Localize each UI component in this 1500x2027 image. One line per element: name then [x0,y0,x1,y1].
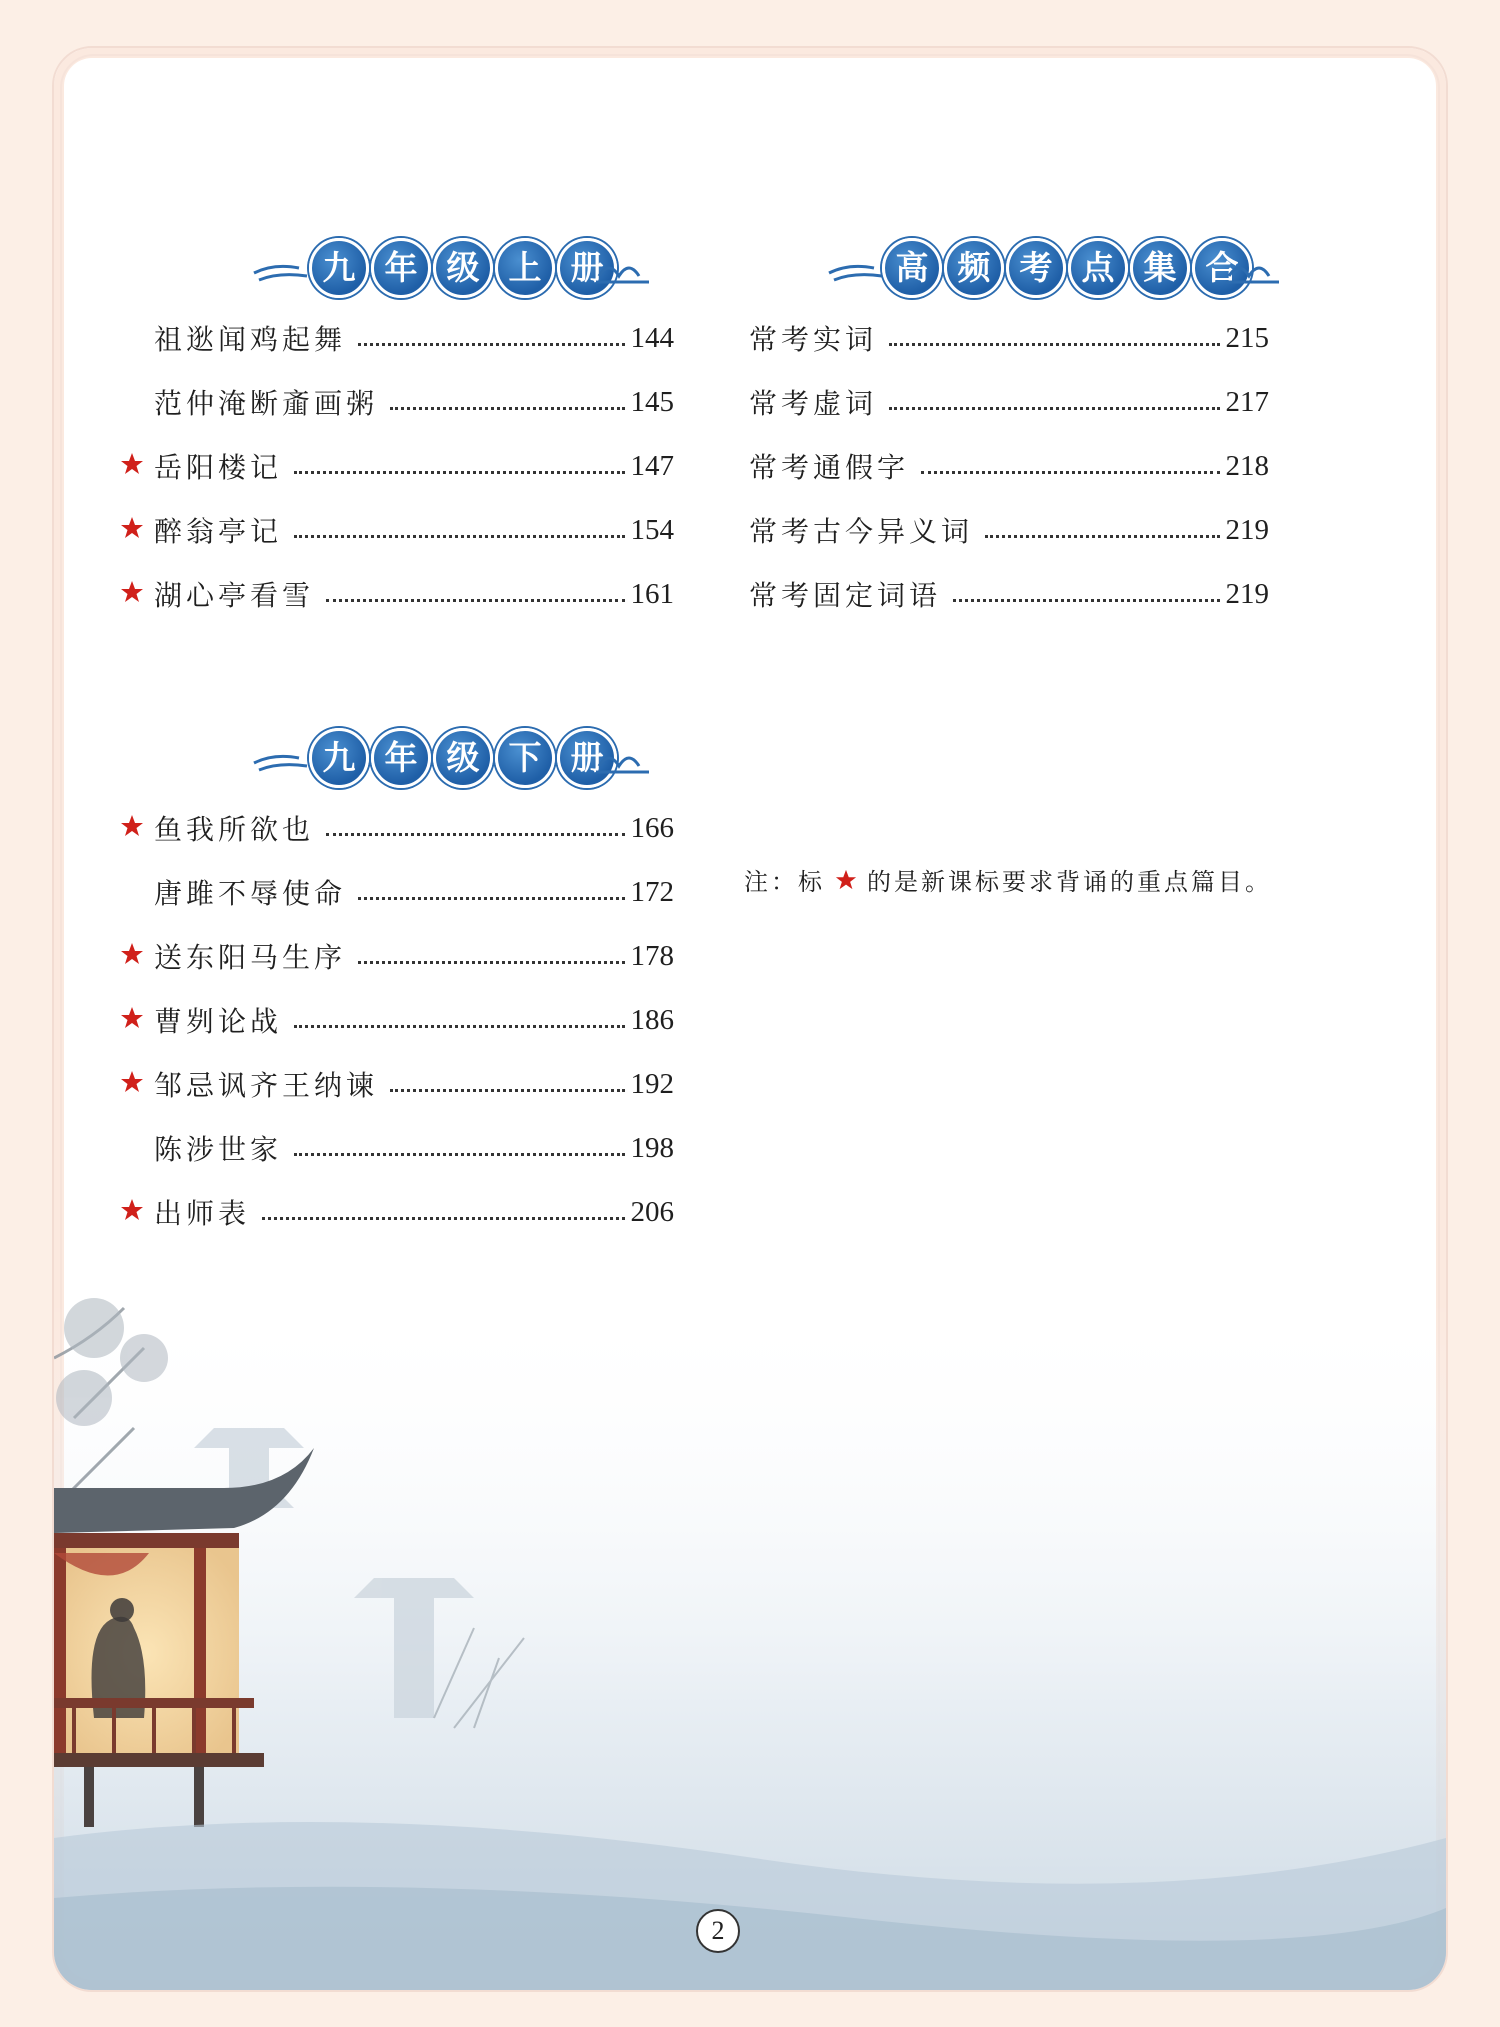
star-icon [835,869,857,891]
toc-entry-title: 常考古今异义词 [749,515,974,548]
star-icon [120,814,144,838]
heading-char: 点 [1068,238,1128,298]
toc-entry-title: 范仲淹断齑画粥 [154,387,379,420]
star-icon [120,1006,144,1030]
heading-char: 集 [1130,238,1190,298]
toc-entry-title: 出师表 [154,1197,251,1230]
toc-list-high-frequency [749,306,1269,626]
toc-entry[interactable] [154,796,674,860]
toc-entry[interactable] [154,924,674,988]
note-suffix: 的是新课标要求背诵的重点篇目。 [867,868,1272,896]
heading-char: 下 [495,728,555,788]
dot-leader [390,1089,624,1092]
heading-char: 册 [557,238,617,298]
toc-entry-page: 192 [630,1067,674,1100]
toc-entry-page: 161 [630,577,674,610]
toc-entry[interactable] [154,1116,674,1180]
heading-badges [309,728,617,788]
toc-entry[interactable] [154,988,674,1052]
wave-ornament-left [824,238,884,298]
toc-entry-title: 送东阳马生序 [154,941,347,974]
heading-char: 上 [495,238,555,298]
wave-ornament-right [594,238,654,298]
dot-leader [294,535,624,538]
toc-entry-page: 186 [630,1003,674,1036]
toc-entry-page: 219 [1225,513,1269,546]
star-icon [120,942,144,966]
star-icon [120,580,144,604]
star-icon [120,1198,144,1222]
toc-entry-title: 唐雎不辱使命 [154,877,347,910]
toc-entry-page: 218 [1225,449,1269,482]
toc-entry-title: 常考通假字 [749,451,910,484]
heading-char: 年 [371,728,431,788]
heading-char: 频 [944,238,1004,298]
heading-char: 考 [1006,238,1066,298]
star-icon [120,1070,144,1094]
dot-leader [294,1025,624,1028]
dot-leader [358,961,624,964]
heading-grade9-lower [249,728,649,788]
pavilion-illustration [54,1298,1446,1990]
dot-leader [953,599,1219,602]
toc-entry-title: 湖心亭看雪 [154,579,315,612]
heading-char: 九 [309,728,369,788]
toc-entry[interactable] [154,1052,674,1116]
dot-leader [358,343,624,346]
toc-entry-title: 常考固定词语 [749,579,942,612]
toc-entry-page: 145 [630,385,674,418]
dot-leader [326,833,624,836]
wave-ornament-left [249,728,309,788]
wave-ornament-left [249,238,309,298]
toc-entry-title: 常考虚词 [749,387,878,420]
heading-char: 级 [433,728,493,788]
dot-leader [358,897,624,900]
toc-entry-page: 198 [630,1131,674,1164]
toc-entry-page: 144 [630,321,674,354]
toc-entry-page: 215 [1225,321,1269,354]
toc-entry-page: 219 [1225,577,1269,610]
page-card [52,46,1448,1992]
toc-entry[interactable] [154,562,674,626]
heading-badges [309,238,617,298]
toc-entry[interactable] [154,370,674,434]
toc-entry-title: 鱼我所欲也 [154,813,315,846]
dot-leader [889,407,1219,410]
toc-entry[interactable] [749,306,1269,370]
heading-char: 级 [433,238,493,298]
heading-badges [882,238,1252,298]
toc-entry-page: 217 [1225,385,1269,418]
toc-entry-page: 206 [630,1195,674,1228]
star-icon [120,452,144,476]
dot-leader [326,599,624,602]
toc-entry-title: 陈涉世家 [154,1133,283,1166]
toc-entry-title: 常考实词 [749,323,878,356]
toc-entry[interactable] [749,562,1269,626]
wave-ornament-right [1224,238,1284,298]
toc-entry[interactable] [154,1180,674,1244]
heading-char: 高 [882,238,942,298]
toc-entry[interactable] [749,498,1269,562]
heading-char: 九 [309,238,369,298]
dot-leader [921,471,1219,474]
toc-entry[interactable] [749,370,1269,434]
star-icon [120,516,144,540]
toc-entry-title: 曹刿论战 [154,1005,283,1038]
dot-leader [889,343,1219,346]
toc-entry-page: 166 [630,811,674,844]
heading-grade9-upper [249,238,649,298]
dot-leader [294,1153,624,1156]
toc-entry-title: 醉翁亭记 [154,515,283,548]
toc-entry-page: 154 [630,513,674,546]
toc-entry-title: 邹忌讽齐王纳谏 [154,1069,379,1102]
toc-entry[interactable] [154,434,674,498]
dot-leader [294,471,624,474]
toc-list-grade9-lower [154,796,674,1244]
toc-entry[interactable] [154,498,674,562]
legend-note [744,862,1272,897]
toc-entry-title: 岳阳楼记 [154,451,283,484]
wave-ornament-right [594,728,654,788]
toc-entry[interactable] [154,306,674,370]
heading-high-frequency [824,238,1284,298]
page-number: 2 [696,1909,740,1953]
dot-leader [985,535,1219,538]
toc-entry-page: 172 [630,875,674,908]
note-prefix: 注：标 [744,868,825,896]
heading-char: 册 [557,728,617,788]
toc-entry-title: 祖逖闻鸡起舞 [154,323,347,356]
dot-leader [390,407,624,410]
toc-entry-page: 147 [630,449,674,482]
dot-leader [262,1217,624,1220]
toc-list-grade9-upper [154,306,674,626]
toc-entry[interactable] [749,434,1269,498]
toc-entry-page: 178 [630,939,674,972]
heading-char: 年 [371,238,431,298]
toc-entry[interactable] [154,860,674,924]
heading-char: 合 [1192,238,1252,298]
